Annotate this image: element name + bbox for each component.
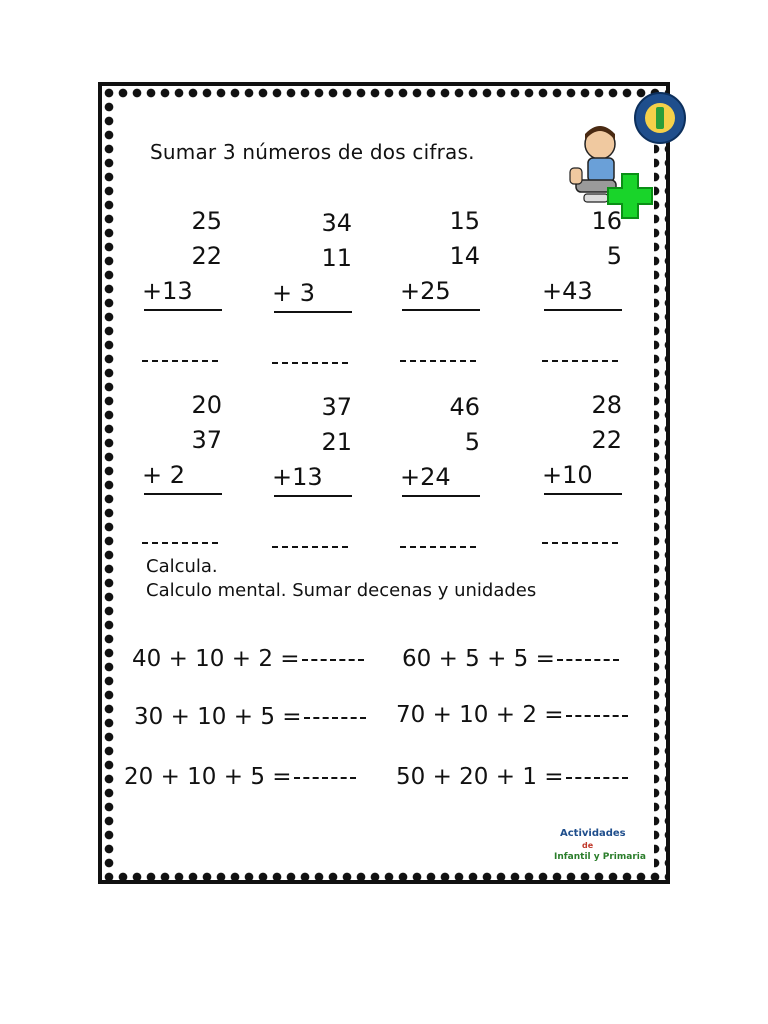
sum-line	[274, 495, 352, 497]
addend-1: 46	[449, 393, 480, 421]
addend-1: 25	[191, 207, 222, 235]
mental-math-item	[132, 646, 364, 672]
answer-blank[interactable]	[566, 777, 628, 779]
section-heading-mental: Calculo mental. Sumar decenas y unidades	[146, 580, 537, 601]
answer-blank[interactable]	[542, 542, 618, 544]
mental-math-expression: 70 + 10 + 2 =	[396, 702, 564, 728]
answer-blank[interactable]	[304, 717, 366, 719]
addend-1: 28	[591, 391, 622, 419]
mental-math-expression: 50 + 20 + 1 =	[396, 764, 564, 790]
addend-2: 5	[464, 428, 480, 456]
answer-blank[interactable]	[272, 362, 348, 364]
sum-line	[274, 311, 352, 313]
addend-3: + 2	[142, 461, 186, 489]
addend-1: 37	[321, 393, 352, 421]
sum-line	[402, 309, 480, 311]
mental-math-expression: 40 + 10 + 2 =	[132, 646, 300, 672]
answer-blank[interactable]	[294, 777, 356, 779]
mental-math-expression: 30 + 10 + 5 =	[134, 704, 302, 730]
mental-math-item	[124, 764, 356, 790]
addend-1: 34	[321, 209, 352, 237]
addend-2: 37	[191, 426, 222, 454]
section-heading-calcula: Calcula.	[146, 556, 218, 577]
answer-blank[interactable]	[302, 659, 364, 661]
addend-2: 21	[321, 428, 352, 456]
addend-3: +24	[400, 463, 451, 491]
addend-1: 15	[449, 207, 480, 235]
addend-3: +13	[142, 277, 193, 305]
worksheet-frame	[98, 82, 670, 884]
addend-1: 20	[191, 391, 222, 419]
answer-blank[interactable]	[272, 546, 348, 548]
sum-line	[144, 309, 222, 311]
answer-blank[interactable]	[566, 715, 628, 717]
answer-blank[interactable]	[142, 360, 218, 362]
sum-line	[544, 309, 622, 311]
answer-blank[interactable]	[542, 360, 618, 362]
addend-3: +43	[542, 277, 593, 305]
mental-math-expression: 60 + 5 + 5 =	[402, 646, 555, 672]
addition-problem	[400, 204, 480, 311]
addition-problem	[142, 204, 222, 311]
sum-line	[144, 493, 222, 495]
logo-line-1: Actividades	[560, 828, 626, 839]
addition-problem	[400, 390, 480, 497]
publisher-logo	[554, 828, 664, 876]
addend-3: +10	[542, 461, 593, 489]
answer-blank[interactable]	[142, 542, 218, 544]
mental-math-item	[134, 704, 366, 730]
addend-3: +25	[400, 277, 451, 305]
mental-math-item	[396, 702, 628, 728]
addition-problem	[272, 390, 352, 497]
mental-math-expression: 20 + 10 + 5 =	[124, 764, 292, 790]
addition-problem	[272, 206, 352, 313]
worksheet-title: Sumar 3 números de dos cifras.	[150, 140, 475, 164]
addend-2: 14	[449, 242, 480, 270]
sum-line	[402, 495, 480, 497]
addend-1: 16	[591, 207, 622, 235]
addend-2: 11	[321, 244, 352, 272]
answer-blank[interactable]	[400, 360, 476, 362]
addend-2: 22	[591, 426, 622, 454]
sum-line	[544, 493, 622, 495]
logo-line-2: de	[582, 841, 594, 850]
mental-math-item	[396, 764, 628, 790]
addition-problem	[542, 388, 622, 495]
mental-math-item	[402, 646, 619, 672]
answer-blank[interactable]	[400, 546, 476, 548]
addition-problem	[542, 204, 622, 311]
worksheet-content	[114, 98, 654, 868]
addend-2: 22	[191, 242, 222, 270]
addend-3: + 3	[272, 279, 316, 307]
answer-blank[interactable]	[557, 659, 619, 661]
addition-problem	[142, 388, 222, 495]
logo-line-3: Infantil y Primaria	[554, 852, 646, 862]
addend-3: +13	[272, 463, 323, 491]
addend-2: 5	[606, 242, 622, 270]
